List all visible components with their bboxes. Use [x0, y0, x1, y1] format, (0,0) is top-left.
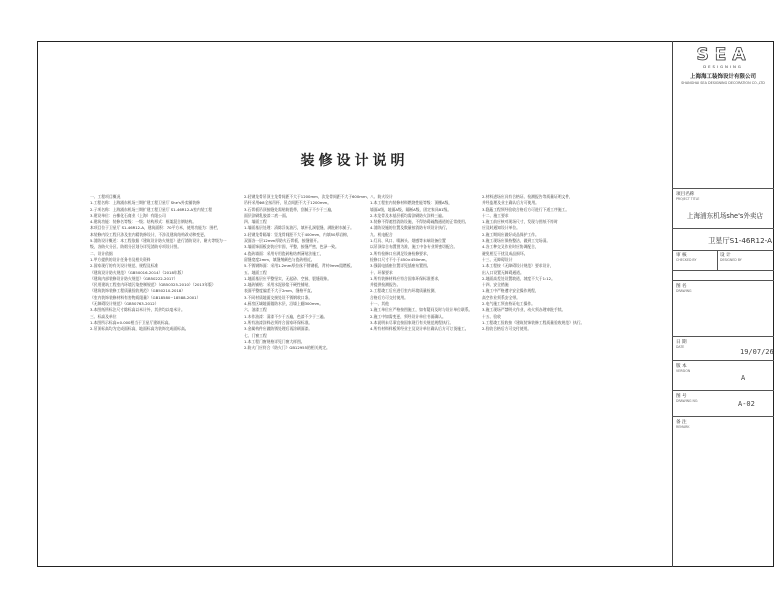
spec-line: 《无障碍设计规范》（GB50763-2012） — [90, 301, 159, 307]
spec-line: 1.工程名称：上海浦东机场三期扩建工程卫星厅 She's外卖铺装修 — [90, 200, 200, 206]
text-column-1 — [90, 194, 228, 333]
company-name-en: SHANGHAI SEA DESIGNING DECORATION CO.,LTD — [681, 81, 765, 85]
spec-line: 吊杆采用Φ8全丝吊杆，吊点间距不大于1200mm。 — [244, 200, 332, 206]
spec-line: 3.强弱电插座位置详见插座布置图。 — [370, 263, 431, 269]
drawing-code-label-en: DRAWING NO. — [676, 399, 699, 403]
date-value: 19/07/26 — [740, 348, 774, 356]
spec-line: 2.地砖铺贴：采用水泥砂浆干硬性铺贴， — [244, 282, 313, 288]
drawing-code-label: 图 号 — [676, 394, 687, 399]
spec-line: 3.建设单位：台橡化石商业（上海）有限公司 — [90, 212, 166, 218]
spec-line: 1.本工程按《无障碍设计规范》要求设计， — [482, 263, 554, 269]
logo-subtitle: DESIGNING — [703, 64, 743, 69]
spec-line: 1.墙面基层处理：清除浮灰油污，填补孔洞裂缝，满批耐水腻子。 — [244, 225, 354, 231]
spec-line: 避免相互干扰及成品损坏。 — [482, 250, 528, 256]
spec-line: 2.工程竣工后应进行室内环境质量检测， — [370, 288, 439, 294]
spec-line: 1.木作油漆：清漆不少于五遍，色漆不少于三遍。 — [244, 313, 328, 319]
spec-line: 十三、无障碍设计 — [482, 256, 513, 262]
spec-line: 七、门窗工程 — [244, 332, 267, 338]
spec-line: 六、油漆工程 — [244, 307, 267, 313]
project-label-en: PROJECT TITLE — [676, 197, 700, 201]
spec-line: 1.本图所示标高±0.000相当于卫星厅建筑标高。 — [90, 319, 173, 325]
drawing-name-label-en: DRAWING — [676, 289, 692, 293]
spec-line: 五、地面工程 — [244, 269, 267, 275]
divider — [672, 390, 774, 391]
spec-line: 5.不锈钢饰面：采用1.2mm厚拉丝不锈钢板，背衬9mm阻燃板。 — [244, 263, 355, 269]
spec-line: 2.国家现行的有关设计规范、规程及标准 — [90, 263, 159, 269]
spec-line: 4.所有材料样板须经业主及设计单位确认后方可订货施工。 — [370, 326, 469, 332]
spec-line: 《建筑装饰装修工程质量验收规范》（GB50210-2018） — [90, 288, 186, 294]
date-label-en: DATE — [676, 345, 685, 349]
spec-line: 3.本图纸所标注尺寸除标高以米计外，其余均以毫米计。 — [90, 307, 185, 313]
spec-line: 1.灯具、风口、喷淋头、烟感等末端设备位置 — [370, 238, 446, 244]
spec-line: 2.防火门应符合《防火门》GB12955的相关规定。 — [244, 345, 330, 351]
svg-text:SEA: SEA — [696, 45, 752, 63]
spec-line: 2.电气施工须由持证电工操作。 — [482, 301, 535, 307]
spec-line: 十二、施工要求 — [482, 212, 509, 218]
spec-line: 十五、验收 — [482, 313, 501, 319]
divider — [672, 250, 774, 251]
spec-line: 2.地面高差处设置坡道，坡度不大于1:12。 — [482, 275, 555, 281]
divider — [672, 280, 774, 281]
design-label: 设 计 — [720, 253, 731, 258]
spec-line: 留缝宽度2mm，填缝剂颜色与瓷砖相近。 — [244, 256, 315, 262]
document-title: 装修设计说明 — [300, 153, 409, 169]
spec-line: 面层涂刷乳胶漆二底一面。 — [244, 212, 290, 218]
spec-line: 1.施工前应核对现场尺寸，发现与图纸不符时 — [482, 219, 558, 225]
spec-line: 十、环保要求 — [370, 269, 393, 275]
remark-label: 备 注 — [676, 420, 687, 425]
divider — [672, 336, 774, 337]
project-label: 项目名称 — [676, 192, 695, 197]
spec-line: 4.瓷砖墙面：采用专用瓷砖粘结剂薄贴法施工， — [244, 250, 324, 256]
spec-line: 3.装修不得遮挡消防设施，不得妨碍疏散通道的正常使用。 — [370, 219, 469, 225]
version-label: 版 本 — [676, 364, 687, 369]
spec-line: 2.所有油漆涂料必须符合国家环保标准。 — [244, 319, 313, 325]
spec-line: 2.材料进场应具有合格证、检测报告等质量证明文件， — [482, 194, 573, 199]
spec-line: 检修口尺寸不小于450×450mm。 — [370, 256, 430, 262]
spec-line: 2.施工中如需变更，须经设计单位书面确认。 — [370, 313, 446, 319]
sea-logo-icon — [680, 45, 768, 63]
spec-line: 墙面A级，地面A级，隔断A级，固定家具B1级。 — [370, 206, 452, 212]
spec-line: 2.子项名称：上海浦东机场三期扩建工程卫星厅 S1-46R12-A室内装工程 — [90, 206, 213, 212]
spec-line: 3.隐蔽工程须经验收合格后方可进行下道工序施工。 — [482, 206, 570, 212]
spec-line: 4.消防设施的位置及数量按消防专项设计执行。 — [370, 225, 450, 231]
divider — [672, 416, 774, 417]
spec-line: 十一、其他 — [370, 301, 389, 307]
spec-line: 1.本工程门窗规格详见门窗大样图。 — [244, 338, 305, 344]
divider — [717, 250, 718, 270]
text-column-2 — [244, 194, 382, 351]
spec-line: 九、机电配合 — [370, 231, 393, 237]
spec-line: 2.验收合格后方可交付使用。 — [482, 326, 532, 332]
divider — [672, 270, 774, 271]
spec-line: 3.不同材质地面交接处设不锈钢收口条。 — [244, 294, 313, 300]
divider — [672, 360, 774, 361]
drawing-number: 卫星厅S1-46R12-A — [708, 236, 772, 245]
spec-line: 2.轻钢龙骨隔墙：竖龙骨间距不大于400mm，内填50厚岩棉， — [244, 231, 351, 237]
spec-line: 2.木龙骨及木基层板均需涂刷防火涂料三遍。 — [370, 212, 446, 218]
divider — [672, 188, 774, 189]
spec-line: 3.本说明未尽事宜按国家现行有关规范规程执行。 — [370, 319, 454, 325]
company-name-cn: 上海海工装饰设计有限公司 — [689, 74, 756, 80]
spec-line: 3.金属构件应做防锈处理后再涂刷面漆。 — [244, 326, 313, 332]
spec-line: 高空作业须系安全带。 — [482, 294, 520, 300]
spec-line: 1.甲方提供的设计任务书及相关资料 — [90, 256, 151, 262]
spec-line: 5.消防设计概述：本工程依据《建筑设计防火规范》进行消防设计，耐火等级为一级，各防火分区、防烟分区划分详见消防专项设计图。 — [90, 238, 227, 250]
spec-line: 1.地面基层应平整坚实，无起砂、空鼓、裂缝现象。 — [244, 275, 332, 281]
spec-line: 合格后方可交付使用。 — [370, 294, 408, 300]
spec-line: 1.本工程室内装修材料燃烧性能等级：顶棚A级， — [370, 200, 453, 206]
spec-line: 八、防火设计 — [370, 194, 393, 199]
spec-line: 4.厨房区域地面做防水层，沿墙上翻300mm。 — [244, 301, 324, 307]
spec-line: 4.建筑功能：装修名等级：一级；结构形式：框架混合钢结构。 — [90, 219, 197, 225]
spec-line: 三、标高及单位 — [90, 313, 117, 319]
spec-line: 《民用建筑工程室内环境污染控制规范》（GB50325-2010）（2013年版） — [90, 282, 216, 288]
spec-line: 《建筑设计防火规范》（GB50016-2014）（2018年版） — [90, 269, 186, 275]
company-logo — [676, 45, 770, 95]
divider — [672, 228, 774, 229]
spec-line: 1.工程竣工验收按《建筑装饰装修工程质量验收规范》执行。 — [482, 319, 585, 325]
spec-line: 1.施工单位应严格按图施工，如有疑问及时与设计单位联系。 — [370, 307, 473, 313]
spec-line: 3.施工现场严禁明火作业，动火须办理审批手续。 — [482, 307, 566, 313]
spec-line: 2.吊顶标高均为完成面标高，地面标高为装饰完成面标高。 — [90, 326, 189, 332]
spec-line: 本项目位于卫星厅 S1-46R12-A，建筑面积：70平方米，使用功能为：围栏， — [90, 225, 221, 231]
spec-line: 3.石膏板吊顶接缝处需贴防裂带，刮腻子不少于三遍， — [244, 206, 335, 212]
design-label-en: DESIGNED BY — [720, 258, 742, 262]
spec-line: 2.轻钢龙骨吊顶主龙骨间距不大于1200mm，次龙骨间距不大于600mm， — [244, 194, 371, 199]
spec-line: 双面各一层12mm厚防火石膏板，接缝错开。 — [244, 238, 321, 244]
spec-line: 一、工程项目概况 — [90, 194, 121, 199]
project-name: 上海浦东机场she's外卖店 — [686, 212, 764, 220]
spec-line: 四、墙面工程 — [244, 219, 267, 225]
spec-line: 2.施工期间应做好成品保护工作。 — [482, 231, 539, 237]
spec-line: 并提供检测报告。 — [370, 282, 401, 288]
spec-line: 十四、安全措施 — [482, 282, 509, 288]
version-value: A — [741, 374, 746, 382]
spec-line: 出入口设置无障碍通道。 — [482, 269, 524, 275]
spec-line: 表面平整度偏差不大于2mm，缝格平直。 — [244, 288, 315, 294]
spec-line: 3.墙面饰面板安装应牢固，平整，接缝严密，色泽一致。 — [244, 244, 339, 250]
drawing-code-value: A-02 — [738, 400, 755, 408]
remark-label-en: REMARK — [676, 425, 690, 429]
spec-line: 2.所有检修口应满足设备检修要求， — [370, 250, 431, 256]
spec-line: 《建筑内部装修设计防火规范》（GB50222-2017） — [90, 275, 178, 281]
drawing-name-label: 图 名 — [676, 284, 687, 289]
spec-line: 1.施工中严格遵守安全操作规程， — [482, 288, 539, 294]
spec-line: 以吊顶综合布置图为准，施工中各专业须密切配合。 — [370, 244, 458, 250]
review-label: 审 核 — [676, 253, 687, 258]
date-label: 日 期 — [676, 340, 687, 345]
text-column-4 — [482, 194, 620, 333]
spec-line: 并经监理及业主确认后方可使用。 — [482, 200, 539, 206]
spec-line: 《室内装饰装修材料有害物质限量》（GB18580~18588-2001） — [90, 294, 201, 300]
review-label-en: CHECKED BY — [676, 258, 697, 262]
spec-line: 3.施工现场应保持整洁，做到工完场清。 — [482, 238, 551, 244]
spec-line: 1.所有装修材料应符合国家环保标准要求， — [370, 275, 442, 281]
version-label-en: VERSION — [676, 369, 691, 373]
spec-line: 应及时通知设计单位。 — [482, 225, 520, 231]
spec-line: 本装修内设工程只涉及室内精装修设计，不涉及建筑结构改动和变更。 — [90, 231, 208, 237]
spec-line: 4.各工种交叉作业时应协调配合， — [482, 244, 539, 250]
title-block — [672, 41, 774, 567]
spec-line: 二、设计依据 — [90, 250, 113, 256]
